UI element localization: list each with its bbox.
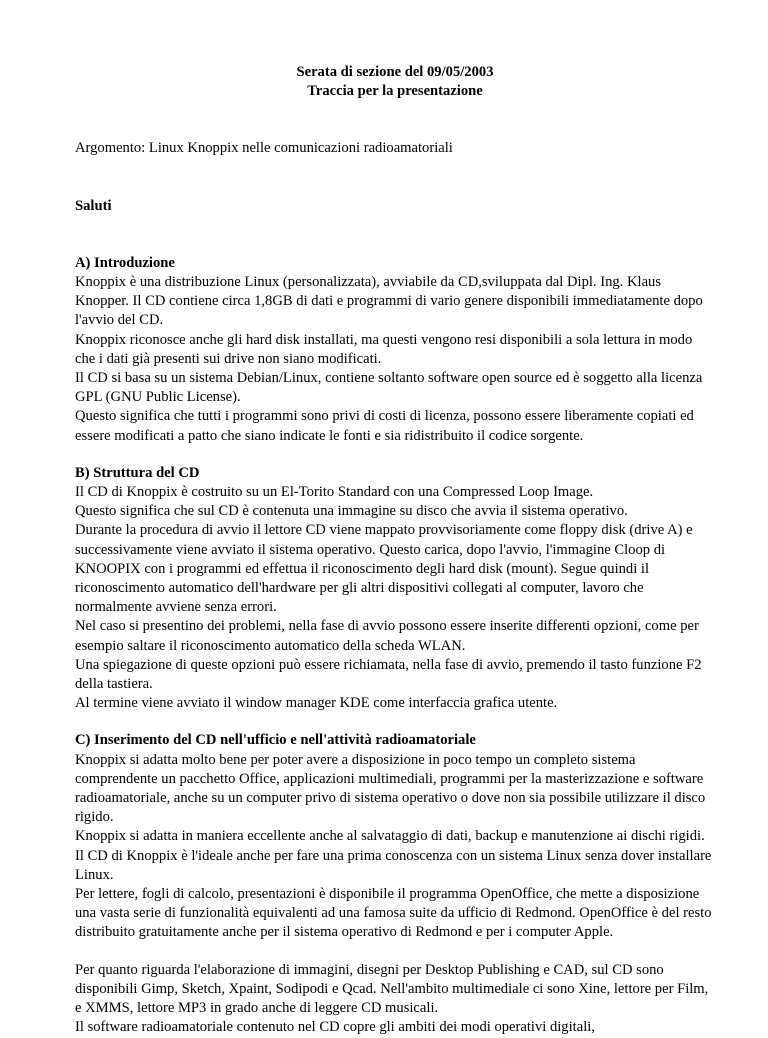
header-subtitle: Traccia per la presentazione — [307, 83, 483, 100]
document-header — [75, 63, 715, 101]
document-page — [75, 63, 715, 1038]
greeting-heading: Saluti — [75, 197, 112, 214]
section-heading: A) Introduzione — [75, 254, 175, 271]
section-introduzione — [75, 254, 715, 446]
closing-paragraph: Per quanto riguarda l'elaborazione di immagini, disegni per Desktop Publishing e CAD, sul CD sono disponibili Gimp, Sketch, Xpaint, Sodipodi e Qcad. Nell'ambito multimediale ci sono Xine, lettore per Film, e XMMS, lettore MP3 in grado anche di leggere CD musicali. Il software radioamatoriale contenuto nel CD copre gli ambiti dei modi operativi digitali, — [75, 961, 709, 1036]
header-title: Serata di sezione del 09/05/2003 — [296, 64, 494, 80]
section-heading: B) Struttura del CD — [75, 464, 200, 481]
section-struttura — [75, 464, 715, 714]
section-inserimento — [75, 731, 715, 942]
section-body: Knoppix è una distribuzione Linux (personalizzata), avviabile da CD,sviluppata dal Dipl. Ing. Klaus Knopper. Il CD contiene circa 1,8GB di dati e programmi di vario genere disponibili immediatamente dopo l'avvio del CD. Knoppix riconosce anche gli hard disk installati, ma questi vengono resi disponibili a sola lettura in modo che i dati già presenti sui drive non siano modificati. Il CD si basa su un sistema Debian/Linux, contiene soltanto software open source ed è soggetto alla licenza GPL (GNU Public License). Questo significa che tutti i programmi sono privi di costi di licenza, possono essere liberamente copiati ed essere modificati a patto che siano indicate le fonti e sia ridistribuito il codice sorgente. — [75, 273, 703, 444]
section-heading: C) Inserimento del CD nell'ufficio e nell'attività radioamatoriale — [75, 732, 476, 749]
topic-line: Argomento: Linux Knoppix nelle comunicazioni radioamatoriali — [75, 140, 453, 157]
section-body: Il CD di Knoppix è costruito su un El-Torito Standard con una Compressed Loop Image. Questo significa che sul CD è contenuta una immagine su disco che avvia il sistema operativo. Durante la procedura di avvio il lettore CD viene mappato provvisoriamente come floppy disk (drive A) e successivamente viene avviato il sistema operativo. Questo carica, dopo l'avvio, l'immagine Cloop di KNOOPIX con i programmi ed effettua il riconoscimento degli hard disk (mount). Segue quindi il riconoscimento automatico dell'hardware per gli altri dispositivi collegati al computer, lavoro che normalmente avviene senza errori. Nel caso si presentino dei problemi, nella fase di avvio possono essere inserite differenti opzioni, come per esempio saltare il riconoscimento automatico della scheda WLAN. Una spiegazione di queste opzioni può essere richiamata, nella fase di avvio, premendo il tasto funzione F2 della tastiera. Al termine viene avviato il window manager KDE come interfaccia grafica utente. — [75, 484, 702, 712]
section-body: Knoppix si adatta molto bene per poter avere a disposizione in poco tempo un completo sistema comprendente un pacchetto Office, applicazioni multimediali, programmi per la masterizzazione e software radioamatoriale, anche su un computer privo di sistema operativo o dove non sia possibile utilizzare il disco rigido. Knoppix si adatta in maniera eccellente anche al salvataggio di dati, backup e manutenzione ai dischi rigidi. Il CD di Knoppix è l'ideale anche per fare una prima conoscenza con un sistema Linux senza dover installare Linux. Per lettere, fogli di calcolo, presentazioni è disponibile il programma OpenOffice, che mette a disposizione una vasta serie di funzionalità equivalenti ad una famosa suite da ufficio di Redmond. OpenOffice è del resto distribuito gratuitamente anche per il sistema operativo di Redmond e per i computer Apple. — [75, 751, 712, 941]
